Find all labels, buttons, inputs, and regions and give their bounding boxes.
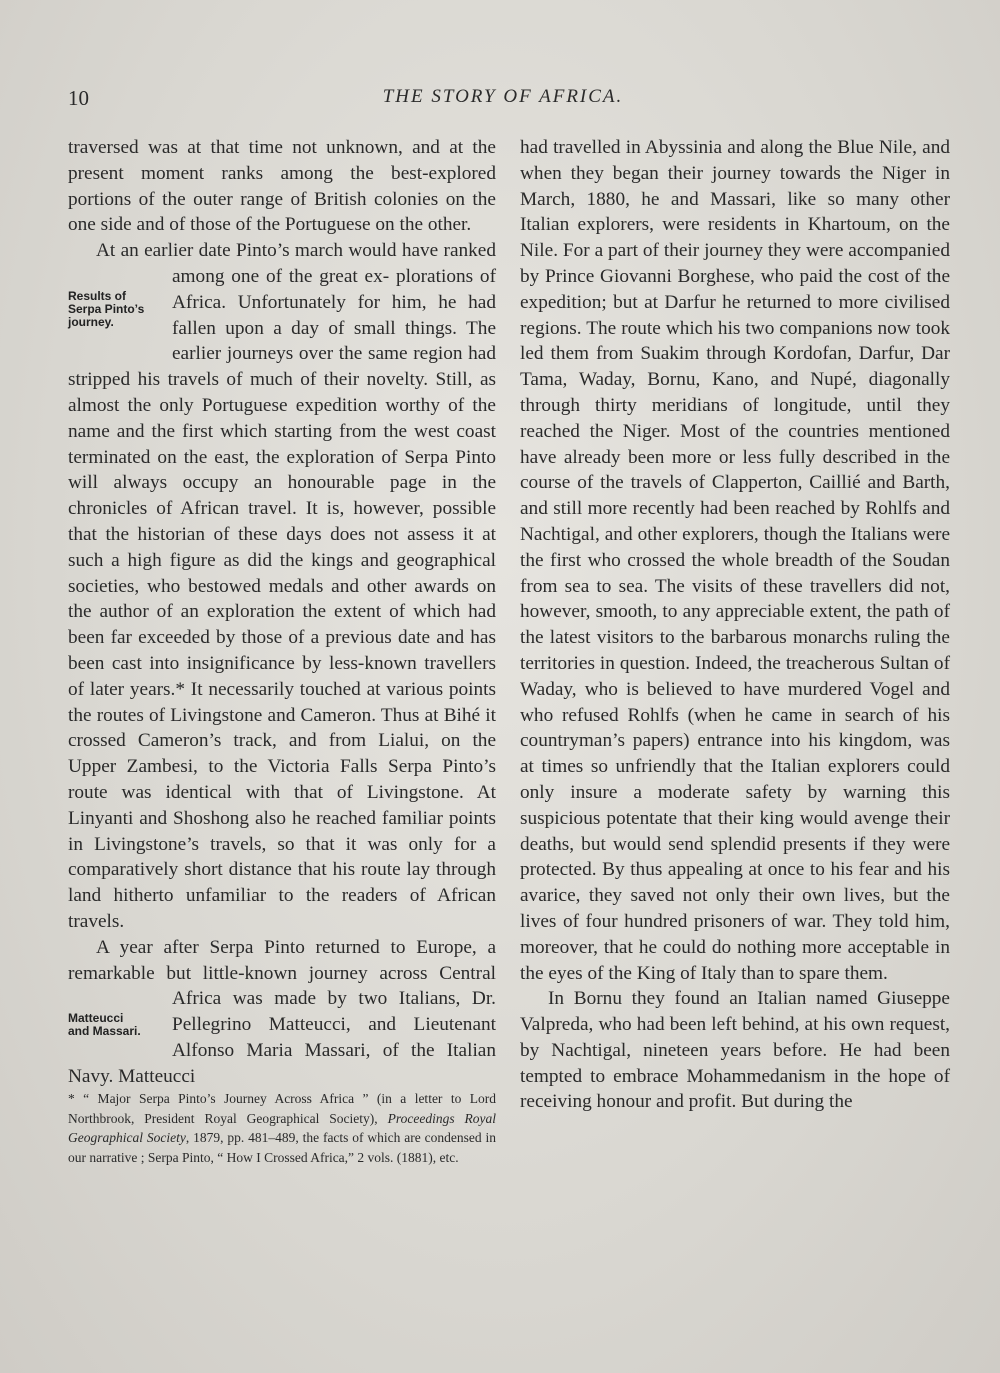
left-paragraph-3-rest: Central Africa was made by two Italians, Dr. Pellegrino Matteucci, and Lieutenant Alfonso Maria Massari, of the Italian Navy. Matteucci — [68, 962, 496, 1087]
sidenote-results-of-serpa-pinto — [68, 290, 166, 342]
footnote-text-2: , 1879, pp. 481–489, the facts of which are condensed in our narrative ; Serpa Pinto, “ How I Crossed Africa,” 2 vols. (1881), etc. — [68, 1130, 496, 1165]
page-header — [68, 86, 938, 116]
left-paragraph-2 — [68, 238, 496, 935]
page-number: 10 — [68, 86, 89, 110]
footnote-journal-title: Proceedings Royal Geographical Society — [68, 1110, 497, 1146]
sidenote-matteucci-and-massari — [68, 1012, 166, 1062]
running-title: THE STORY OF AFRICA. — [382, 86, 624, 107]
left-paragraph-1: traversed was at that time not unknown, and at the present moment ranks among the best-explored portions of the outer range of British colonies on the one side and of those of the Portuguese on the other. — [68, 137, 496, 236]
left-paragraph-3 — [68, 935, 496, 1090]
left-paragraph-2-rest: plorations of Africa. Unfortunately for him, he had fallen upon a day of small things. The earlier journeys over the same region had stripped his travels of much of their novelty. Still, as almost the only Portuguese expedition worthy of the name and the first which starting from the west coast terminated on the east, the exploration of Serpa Pinto will always occupy an honourable page in the chronicles of African travel. It is, however, possible that the historian of these days does not assess it at such a high figure as did the kings and geographical societies, who bestowed medals and other awards on the author of an exploration the extent of which had been far exceeded by those of a previous date and has been cast into insignificance by less-known travellers of later years.* It necessarily touched at various points the routes of Livingstone and Cameron. Thus at Bihé it crossed Cameron’s track, and from Lialui, on the Upper Zambesi, to the Victoria Falls Serpa Pinto’s route was identical with that of Livingstone. At Linyanti and Shoshong also he reached familiar points in Livingstone’s travels, so that it was only for a comparatively short distance that his route lay through land hitherto unfamiliar to the readers of African travels. — [68, 265, 496, 932]
left-paragraph-3-start: A year after Serpa Pinto returned to Europe, a remarkable but little-known journey across — [68, 936, 496, 984]
left-column — [68, 135, 496, 1167]
right-column — [520, 135, 950, 1115]
sidenote-line: Serpa Pinto’s — [68, 301, 145, 316]
right-paragraph-2: In Bornu they found an Italian named Giuseppe Valpreda, who had been left behind, at his own request, by Nachtigal, nineteen years before. He had been tempted to embrace Mohammedanism in the hope of receiving honour and profit. But during the — [520, 988, 950, 1113]
footnote-text-1: * “ Major Serpa Pinto’s Journey Across Africa ” (in a letter to Lord Northbrook, President Royal Geographical Society), — [68, 1091, 496, 1126]
sidenote-line: and Massari. — [68, 1024, 141, 1039]
sidenote-line: Results of — [68, 288, 127, 303]
left-paragraph-2-start: At an earlier date Pinto’s march would have ranked among one of the great ex- — [96, 240, 496, 287]
sidenote-line: journey. — [68, 314, 114, 329]
right-paragraph-1: had travelled in Abyssinia and along the Blue Nile, and when they began their journey towards the Niger in March, 1880, he and Massari, like so many other Italian explorers, were residents in Khartoum, on the Nile. For a part of their journey they were accompanied by Prince Giovanni Borghese, who paid the cost of the expedition; but at Darfur he returned to more civilised regions. The route which his two companions now took led them from Suakim through Kordofan, Darfur, Dar Tama, Waday, Bornu, Kano, and Nupé, diagonally through thirty meridians of longitude, until they reached the Niger. Most of the countries mentioned have already been more or less fully described in the course of the travels of Clapperton, Caillié and Barth, and still more recently had been reached by Rohlfs and Nachtigal, and other explorers, though the Italians were the first who crossed the whole breadth of the Soudan from sea to sea. The visits of these travellers did not, however, smooth, to any appreciable extent, the path of the latest visitors to the barbarous monarchs ruling the territories in question. Indeed, the treacherous Sultan of Waday, who is believed to have murdered Vogel and who refused Rohlfs (when he came in search of his countryman’s papers) entrance into his kingdom, was at times so unfriendly that the Italian explorers could only insure a moderate safety by warning this suspicious potentate that their king would avenge their deaths, but would send splendid presents if they were protected. By thus appealing at once to his fear and his avarice, they saved not only their own lives, but the lives of four hundred prisoners of war. They told him, moreover, that he could do nothing more acceptable in the eyes of the King of Italy than to spare them. — [520, 137, 950, 984]
footnote — [68, 1089, 496, 1167]
sidenote-line: Matteucci — [68, 1011, 124, 1026]
